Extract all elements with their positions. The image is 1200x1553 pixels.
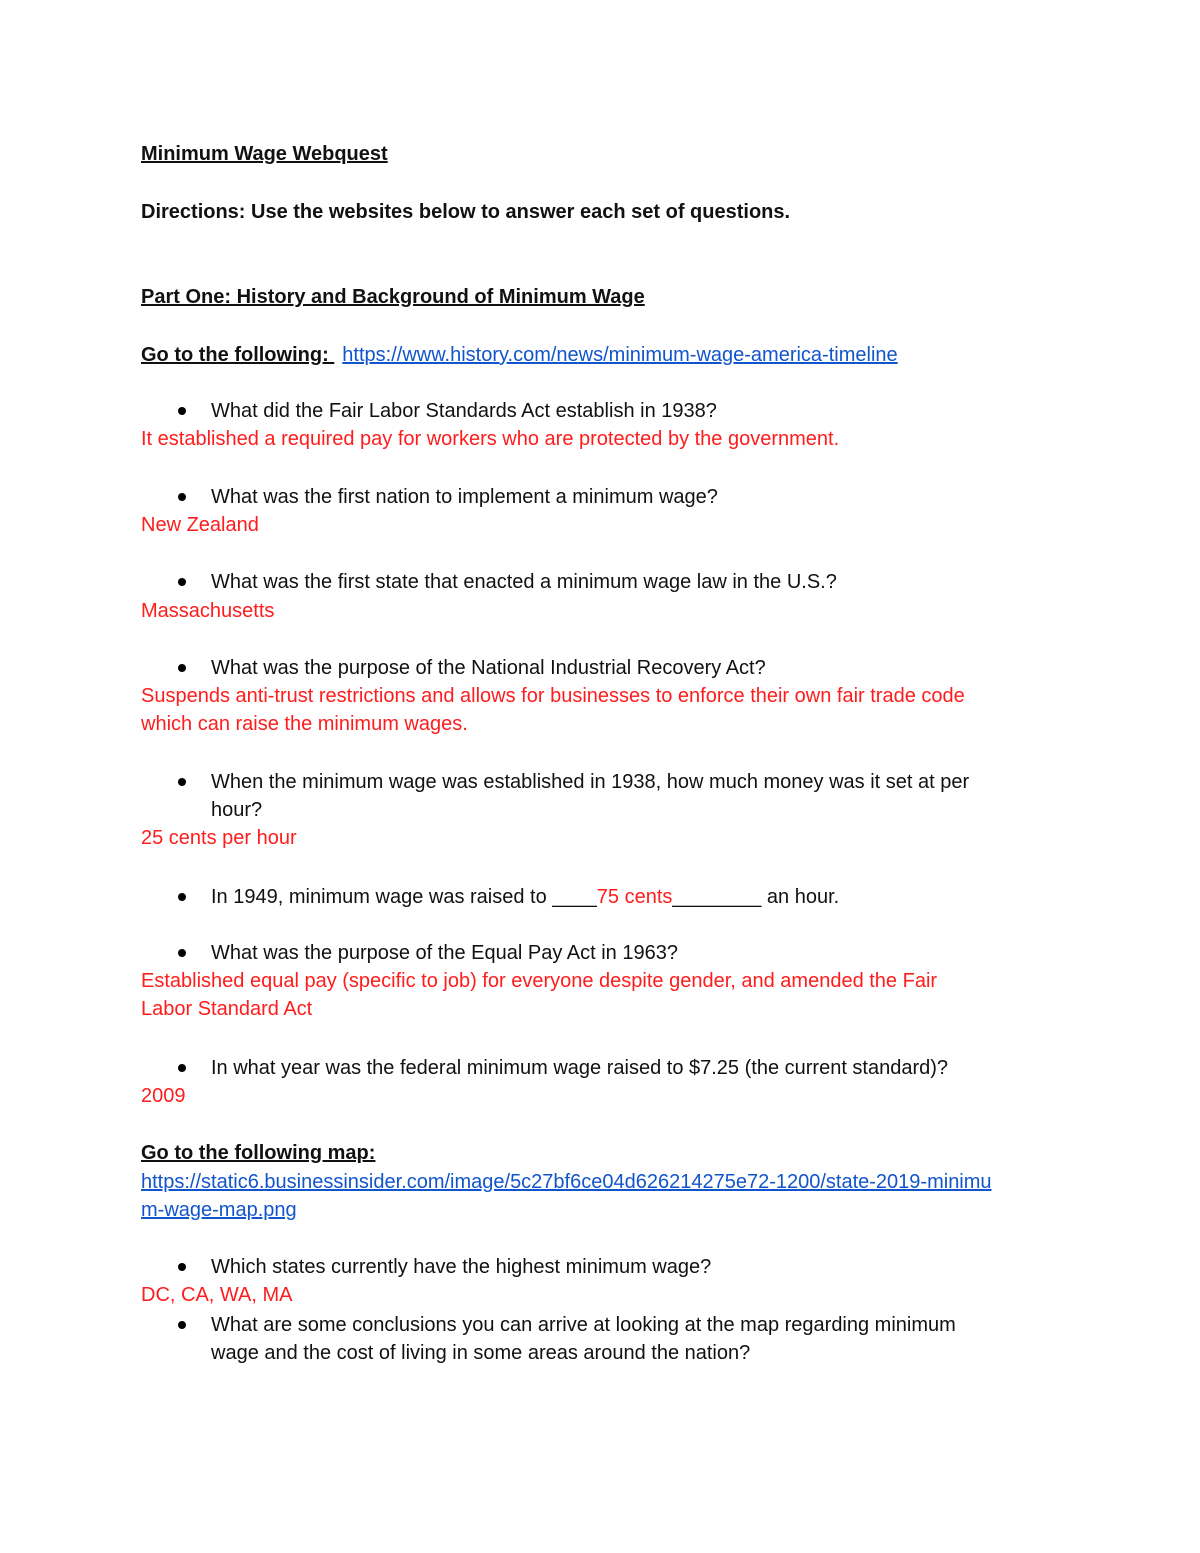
answer-5: 25 cents per hour [141, 827, 297, 849]
goto-history-label: Go to the following: [141, 344, 335, 366]
question-8: In what year was the federal minimum wage raised to $7.25 (the current standard)? [211, 1057, 949, 1079]
bullet-icon [178, 493, 186, 501]
answer-4-line-2: which can raise the minimum wages. [141, 713, 468, 735]
goto-map-label: Go to the following map: [141, 1142, 376, 1164]
question-7: What was the purpose of the Equal Pay Act in 1963? [211, 942, 678, 964]
bullet-icon [178, 893, 186, 901]
question-1: What did the Fair Labor Standards Act establish in 1938? [211, 400, 717, 422]
directions: Directions: Use the websites below to answer each set of questions. [141, 201, 791, 223]
question-3: What was the first state that enacted a minimum wage law in the U.S.? [211, 571, 837, 593]
map-link-line-1[interactable]: https://static6.businessinsider.com/image/5c27bf6ce04d626214275e72-1200/state-2019-minimu [141, 1171, 992, 1193]
question-9: Which states currently have the highest minimum wage? [211, 1256, 712, 1278]
question-4: What was the purpose of the National Industrial Recovery Act? [211, 657, 766, 679]
question-6-suffix: ________ an hour. [672, 886, 840, 908]
answer-7-line-1: Established equal pay (specific to job) for everyone despite gender, and amended the Fair [141, 970, 938, 992]
answer-3: Massachusetts [141, 600, 275, 622]
answer-1: It established a required pay for workers who are protected by the government. [141, 428, 840, 450]
question-6-prefix: In 1949, minimum wage was raised to ____ [211, 886, 597, 908]
answer-4-line-1: Suspends anti-trust restrictions and allows for businesses to enforce their own fair trade code [141, 685, 965, 707]
answer-9: DC, CA, WA, MA [141, 1284, 293, 1306]
bullet-icon [178, 578, 186, 586]
bullet-icon [178, 949, 186, 957]
question-5-line-1: When the minimum wage was established in 1938, how much money was it set at per [211, 771, 970, 793]
bullet-icon [178, 778, 186, 786]
question-10-line-1: What are some conclusions you can arrive at looking at the map regarding minimum [211, 1314, 956, 1336]
bullet-icon [178, 1263, 186, 1271]
question-6 [211, 883, 839, 911]
bullet-icon [178, 1064, 186, 1072]
answer-8: 2009 [141, 1085, 186, 1107]
bullet-icon [178, 407, 186, 415]
history-timeline-link[interactable]: https://www.history.com/news/minimum-wage-america-timeline [342, 344, 898, 366]
goto-history-line [141, 341, 898, 369]
question-5-line-2: hour? [211, 799, 263, 821]
answer-7-line-2: Labor Standard Act [141, 998, 313, 1020]
question-10-line-2: wage and the cost of living in some areas around the nation? [211, 1342, 751, 1364]
answer-6: 75 cents [596, 886, 673, 908]
part-one-heading: Part One: History and Background of Minimum Wage [141, 286, 645, 308]
map-link-line-2[interactable]: m-wage-map.png [141, 1199, 297, 1221]
document-title: Minimum Wage Webquest [141, 143, 388, 165]
question-2: What was the first nation to implement a minimum wage? [211, 486, 718, 508]
bullet-icon [178, 664, 186, 672]
bullet-icon [178, 1321, 186, 1329]
answer-2: New Zealand [141, 514, 259, 536]
